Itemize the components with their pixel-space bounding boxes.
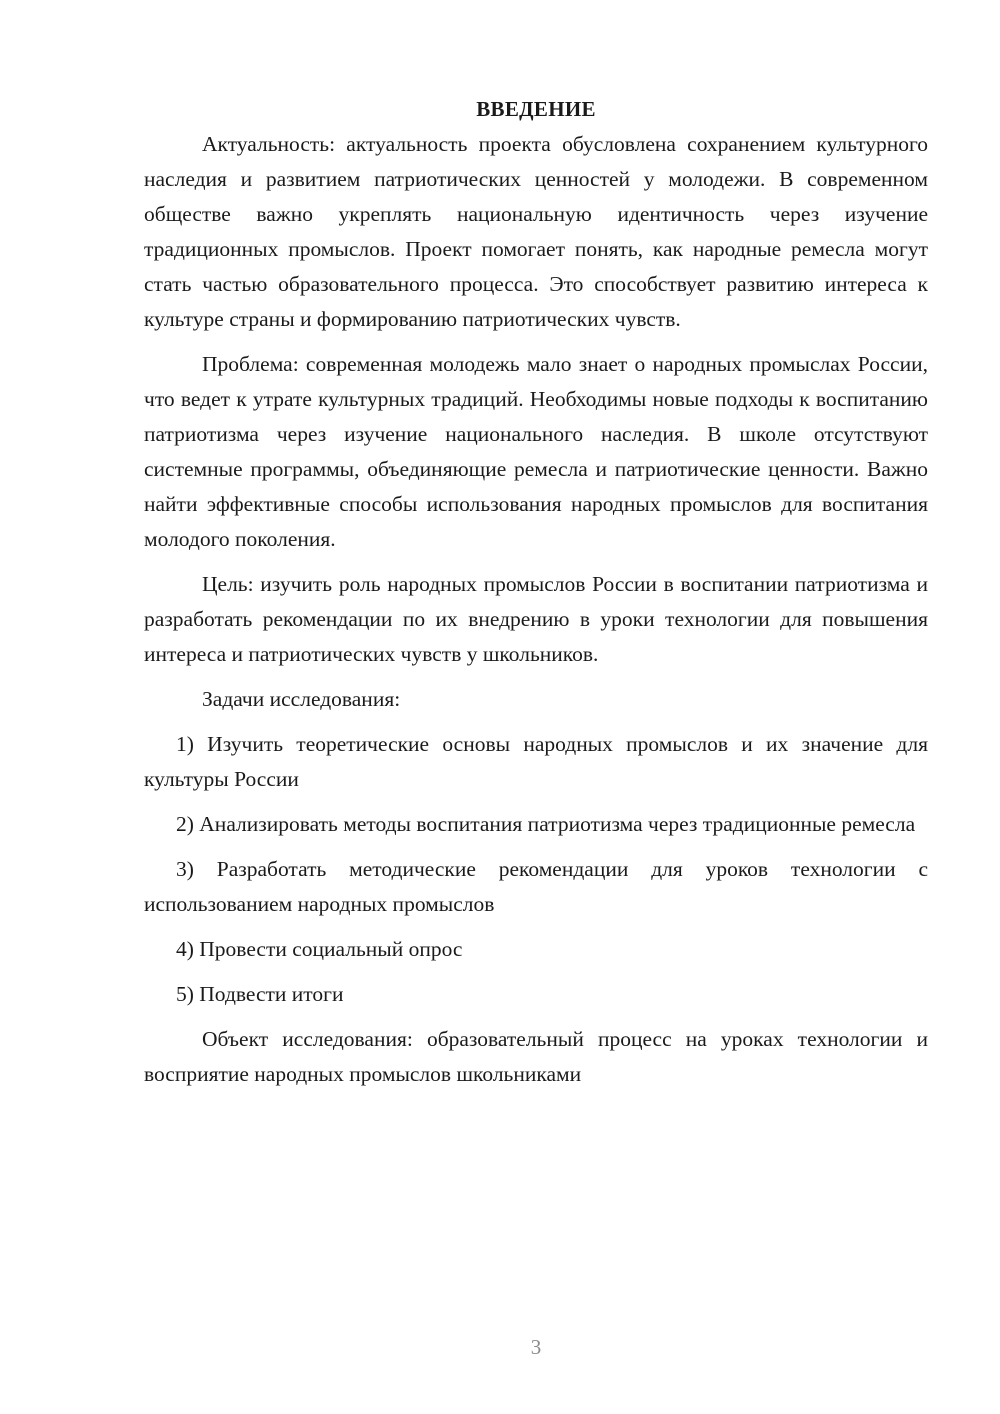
object-paragraph: Объект исследования: образовательный процесс на уроках технологии и восприятие народных промыслов школьниками — [144, 1027, 928, 1086]
goal-paragraph: Цель: изучить роль народных промыслов России в воспитании патриотизма и разработать рекомендации по их внедрению в уроки технологии для повышения интереса и патриотических чувств у школьников. — [144, 572, 928, 666]
problem-paragraph: Проблема: современная молодежь мало знает о народных промыслах России, что ведет к утрате культурных традиций. Необходимы новые подходы к воспитанию патриотизма через изучение национального наследия. В школе отсутствуют системные программы, объединяющие ремесла и патриотические ценности. Важно найти эффективные способы использования народных промыслов для воспитания молодого поколения. — [144, 352, 928, 551]
task-item: 2) Анализировать методы воспитания патриотизма через традиционные ремесла — [176, 812, 916, 836]
task-item: 4) Провести социальный опрос — [176, 937, 463, 961]
task-item: 3) Разработать методические рекомендации для уроков технологии с использованием народных промыслов — [144, 857, 928, 916]
relevance-paragraph: Актуальность: актуальность проекта обусловлена сохранением культурного наследия и развитием патриотических ценностей у молодежи. В современном обществе важно укреплять национальную идентичность через изучение традиционных промыслов. Проект помогает понять, как народные ремесла могут стать частью образовательного процесса. Это способствует развитию интереса к культуре страны и формированию патриотических чувств. — [144, 132, 928, 331]
page-content — [144, 92, 928, 1092]
page-heading: ВВЕДЕНИЕ — [476, 97, 596, 121]
tasks-intro: Задачи исследования: — [202, 687, 401, 711]
task-item: 1) Изучить теоретические основы народных промыслов и их значение для культуры России — [144, 732, 928, 791]
task-item: 5) Подвести итоги — [176, 982, 344, 1006]
page-number: 3 — [530, 1335, 542, 1359]
